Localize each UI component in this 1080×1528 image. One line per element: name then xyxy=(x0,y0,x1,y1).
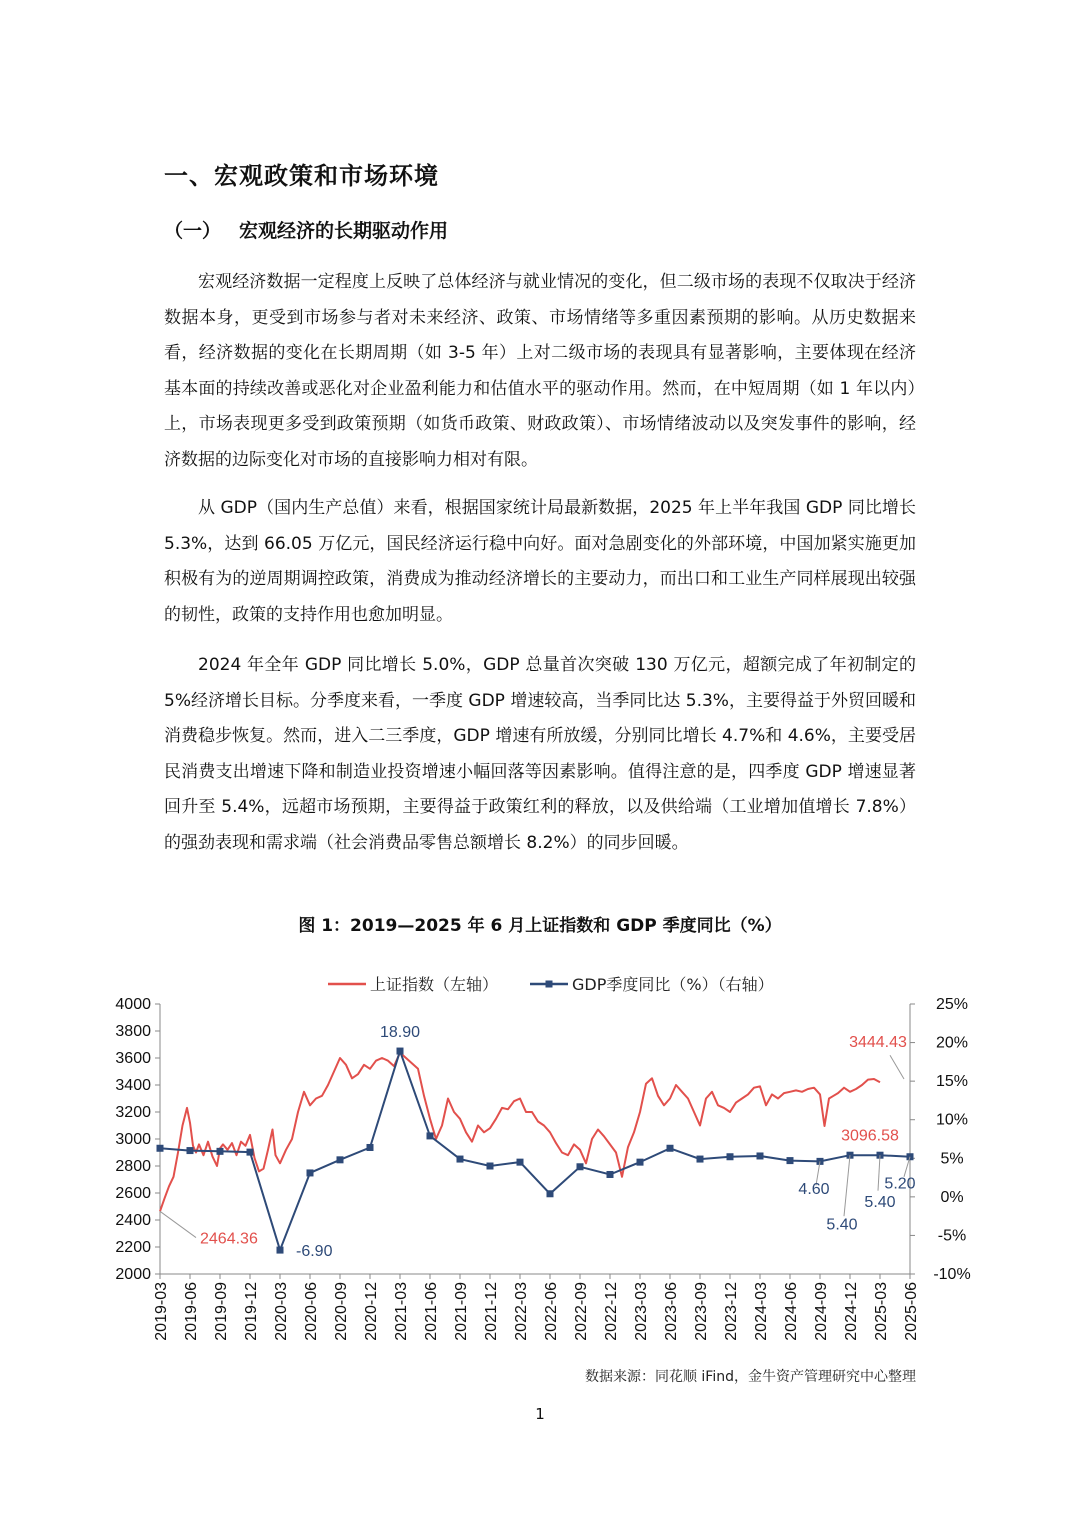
right-tick-label: 15% xyxy=(935,1073,969,1091)
paragraph-3: 2024 年全年 GDP 同比增长 5.0%，GDP 总量首次突破 130 万亿元，超额完成了年初制定的 5%经济增长目标。分季度来看，一季度 GDP 增速较高，当季同比达 5.3%，主要得益于外贸回暖和消费稳步恢复。然而，进入二三季度，GDP 增速有所放缓，分别同比增长 4.7%和 4.6%，主要受居民消费支出增速下降和制造业投资增速小幅回落等因素影响。值得注意的是，四季度 GDP 增速显著回升至 5.4%，远超市场预期，主要得益于政策红利的释放，以及供给端（工业增加值增长 7.8%）的强劲表现和需求端（社会消费品零售总额增长 8.2%）的同步回暖。 xyxy=(164,655,916,853)
annotation-gdp-2024q3: 4.60 xyxy=(798,1180,830,1198)
gdp-point xyxy=(757,1152,764,1159)
x-tick-label: 2024-09 xyxy=(813,1282,830,1341)
right-tick-label: 25% xyxy=(935,996,969,1013)
gdp-point xyxy=(517,1159,524,1166)
gdp-point xyxy=(607,1171,614,1178)
annotation-gdp-min: -6.90 xyxy=(296,1243,333,1261)
chart xyxy=(90,960,990,1360)
gdp-point xyxy=(787,1157,794,1164)
x-tick-label: 2020-09 xyxy=(333,1282,350,1341)
legend-label-gdp: GDP季度同比（%）（右轴） xyxy=(572,975,774,994)
gdp-point xyxy=(277,1247,284,1254)
x-tick-label: 2023-06 xyxy=(663,1282,680,1341)
x-tick-label: 2022-03 xyxy=(513,1282,530,1341)
annotation-leader xyxy=(878,1155,880,1190)
shanghai-index-line xyxy=(160,1053,880,1212)
x-tick-label: 2021-06 xyxy=(423,1282,440,1341)
subsection-number: （一） xyxy=(164,220,222,242)
left-tick-label: 3000 xyxy=(115,1131,151,1148)
x-tick-label: 2021-09 xyxy=(453,1282,470,1341)
legend-marker-gdp xyxy=(546,981,553,988)
figure-title: 图 1：2019—2025 年 6 月上证指数和 GDP 季度同比（%） xyxy=(298,916,782,936)
left-tick-label: 2000 xyxy=(115,1266,151,1283)
right-tick-label: -10% xyxy=(933,1266,971,1283)
annotation-index-start: 2464.36 xyxy=(200,1230,258,1248)
x-tick-label: 2020-03 xyxy=(273,1282,290,1341)
x-tick-label: 2019-06 xyxy=(183,1282,200,1341)
annotation-gdp-2024q4: 5.40 xyxy=(826,1216,858,1234)
x-tick-label: 2023-12 xyxy=(723,1282,740,1341)
data-source-note: 数据来源：同花顺 iFind，金牛资产管理研究中心整理 xyxy=(584,1369,916,1385)
annotation-leader xyxy=(890,1055,904,1079)
x-tick-label: 2024-06 xyxy=(783,1282,800,1341)
left-tick-label: 3400 xyxy=(115,1077,151,1094)
left-tick-label: 3200 xyxy=(115,1104,151,1121)
gdp-point xyxy=(337,1156,344,1163)
x-tick-label: 2025-06 xyxy=(903,1282,920,1341)
subsection-title: 宏观经济的长期驱动作用 xyxy=(239,220,449,242)
x-tick-label: 2022-12 xyxy=(603,1282,620,1341)
right-tick-label: 5% xyxy=(940,1150,964,1168)
left-tick-label: 2600 xyxy=(115,1185,151,1202)
paragraph-2: 从 GDP（国内生产总值）来看，根据国家统计局最新数据，2025 年上半年我国 GDP 同比增长 5.3%，达到 66.05 万亿元，国民经济运行稳中向好。面对急剧变化的外部环境，中国加紧实施更加积极有为的逆周期调控政策，消费成为推动经济增长的主要动力，而出口和工业生产同样展现出较强的韧性，政策的支持作用也愈加明显。 xyxy=(164,498,916,625)
gdp-point xyxy=(427,1132,434,1139)
x-tick-label: 2024-12 xyxy=(843,1282,860,1341)
page-number: 1 xyxy=(535,1405,545,1423)
x-tick-label: 2022-09 xyxy=(573,1282,590,1341)
gdp-point xyxy=(307,1169,314,1176)
right-tick-label: 20% xyxy=(935,1034,969,1052)
gdp-point xyxy=(637,1159,644,1166)
x-tick-label: 2023-09 xyxy=(693,1282,710,1341)
gdp-point xyxy=(397,1048,404,1055)
gdp-point xyxy=(247,1149,254,1156)
legend-label-index: 上证指数（左轴） xyxy=(370,975,499,994)
gdp-point xyxy=(367,1144,374,1151)
x-tick-label: 2022-06 xyxy=(543,1282,560,1341)
gdp-point xyxy=(487,1163,494,1170)
gdp-point xyxy=(157,1145,164,1152)
right-tick-label: 10% xyxy=(935,1111,969,1129)
x-tick-label: 2020-12 xyxy=(363,1282,380,1341)
left-tick-label: 2800 xyxy=(115,1158,151,1175)
gdp-point xyxy=(187,1147,194,1154)
gdp-point xyxy=(667,1145,674,1152)
paragraph-1: 宏观经济数据一定程度上反映了总体经济与就业情况的变化，但二级市场的表现不仅取决于经济数据本身，更受到市场参与者对未来经济、政策、市场情绪等多重因素预期的影响。从历史数据来看，经济数据的变化在长期周期（如 3-5 年）上对二级市场的表现具有显著影响，主要体现在经济基本面的持续改善或恶化对企业盈利能力和估值水平的驱动作用。然而，在中短周期（如 1 年以内）上，市场表现更多受到政策预期（如货币政策、财政政策）、市场情绪波动以及突发事件的影响，经济数据的边际变化对市场的直接影响力相对有限。 xyxy=(164,272,916,470)
left-tick-label: 2400 xyxy=(115,1212,151,1229)
annotation-index-latest: 3444.43 xyxy=(849,1034,907,1052)
annotation-gdp-max: 18.90 xyxy=(379,1024,421,1042)
x-tick-label: 2019-12 xyxy=(243,1282,260,1341)
annotation-gdp-2025q2: 5.20 xyxy=(884,1175,916,1193)
gdp-point xyxy=(457,1156,464,1163)
x-tick-label: 2021-03 xyxy=(393,1282,410,1341)
annotation-leader xyxy=(844,1155,850,1216)
x-tick-label: 2019-09 xyxy=(213,1282,230,1341)
annotation-gdp-2025q1: 5.40 xyxy=(864,1193,896,1211)
gdp-point xyxy=(727,1153,734,1160)
gdp-point xyxy=(577,1163,584,1170)
annotation-leader xyxy=(160,1211,196,1237)
left-tick-label: 3800 xyxy=(115,1023,151,1040)
section-heading: 一、宏观政策和市场环境 xyxy=(164,162,439,190)
gdp-yoy-line xyxy=(160,1051,910,1250)
x-tick-label: 2021-12 xyxy=(483,1282,500,1341)
right-tick-label: -5% xyxy=(937,1227,967,1245)
gdp-point xyxy=(697,1156,704,1163)
right-tick-label: 0% xyxy=(940,1188,964,1206)
left-tick-label: 3600 xyxy=(115,1050,151,1067)
left-tick-label: 4000 xyxy=(115,996,151,1013)
x-tick-label: 2024-03 xyxy=(753,1282,770,1341)
gdp-point xyxy=(217,1148,224,1155)
x-tick-label: 2025-03 xyxy=(873,1282,890,1341)
x-tick-label: 2020-06 xyxy=(303,1282,320,1341)
x-tick-label: 2023-03 xyxy=(633,1282,650,1341)
annotation-index-low: 3096.58 xyxy=(841,1127,899,1145)
left-tick-label: 2200 xyxy=(115,1239,151,1256)
gdp-point xyxy=(547,1190,554,1197)
x-tick-label: 2019-03 xyxy=(153,1282,170,1341)
subsection-heading xyxy=(164,216,448,243)
